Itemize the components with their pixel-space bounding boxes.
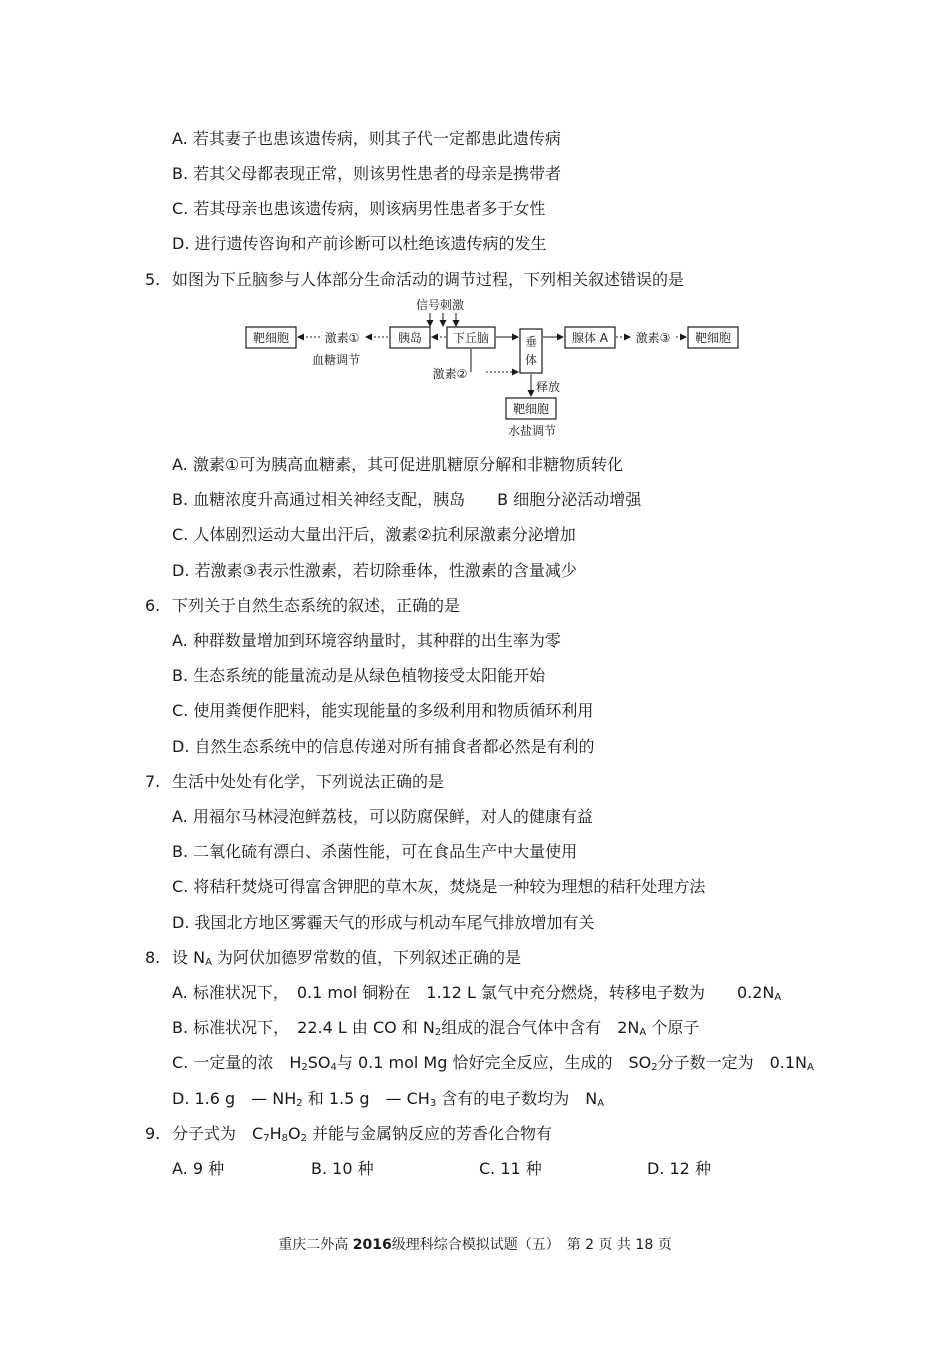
q8-option-a xyxy=(172,983,781,1008)
q9-option-c: C. 11 种 xyxy=(479,1159,542,1178)
q9-option-b: B. 10 种 xyxy=(311,1159,374,1178)
hormone1-label: 激素① xyxy=(324,331,360,345)
q5-option-c: C. 人体剧烈运动大量出汗后，激素②抗利尿激素分泌增加 xyxy=(172,525,576,544)
q8-b-text3: 个原子 xyxy=(646,1018,700,1037)
q8-c-s1: 2 xyxy=(301,1062,308,1073)
q5-option-a: A. 激素①可为胰高血糖素，其可促进肌糖原分解和非糖物质转化 xyxy=(172,455,624,474)
q8-b-text1: B. 标准状况下， 22.4 L 由 CO 和 N xyxy=(172,1018,435,1037)
q5-option-d: D. 若激素③表示性激素，若切除垂体，性激素的含量减少 xyxy=(172,561,577,580)
footer-year: 2016 xyxy=(352,1237,392,1253)
q5-option-b: B. 血糖浓度升高通过相关神经支配，胰岛 B 细胞分泌活动增强 xyxy=(172,490,642,509)
target-cell-right: 靶细胞 xyxy=(694,331,732,345)
gland-a-label: 腺体 A xyxy=(571,331,609,345)
q8-b-sub2: A xyxy=(639,1027,647,1038)
q8-stem-b: 为阿伏加德罗常数的值，下列叙述正确的是 xyxy=(211,948,521,967)
q6-number: 6. xyxy=(145,596,161,615)
hormone3-label: 激素③ xyxy=(635,331,671,345)
q4-option-c: C. 若其母亲也患该遗传病，则该病男性患者多于女性 xyxy=(172,199,546,218)
hormone2-label: 激素② xyxy=(432,367,468,381)
q9-option-d: D. 12 种 xyxy=(647,1159,711,1178)
footer-page-number: 第 2 页 共 18 页 xyxy=(552,1237,672,1253)
hypothalamus-regulation-diagram xyxy=(240,292,740,440)
target-cell-bottom: 靶细胞 xyxy=(512,402,550,416)
q8-c-s2: 4 xyxy=(330,1062,337,1073)
q8-b-sub1: 2 xyxy=(434,1027,442,1038)
q8-d-s2: 3 xyxy=(429,1098,437,1109)
q8-a-sub: A xyxy=(774,992,782,1003)
q6-option-c: C. 使用粪便作肥料，能实现能量的多级利用和物质循环利用 xyxy=(172,701,594,720)
release-label: 释放 xyxy=(535,380,561,394)
q8-d-s3: A xyxy=(597,1098,605,1109)
q9-number: 9. xyxy=(145,1124,161,1143)
q7-stem: 生活中处处有化学，下列说法正确的是 xyxy=(172,772,445,791)
q8-c-s3: 2 xyxy=(651,1062,658,1073)
q8-d-s1: 2 xyxy=(296,1098,303,1109)
water-salt-label: 水盐调节 xyxy=(507,424,557,438)
q8-c-p3: 与 0.1 mol Mg 恰好完全反应，生成的 SO xyxy=(336,1053,652,1072)
pancreas-label: 胰岛 xyxy=(397,331,423,345)
q6-option-b: B. 生态系统的能量流动是从绿色植物接受太阳能开始 xyxy=(172,666,546,685)
q8-c-p1: C. 一定量的浓 H xyxy=(172,1053,302,1072)
q6-option-d: D. 自然生态系统中的信息传递对所有捕食者都必然是有利的 xyxy=(172,737,595,756)
q8-number: 8. xyxy=(145,948,161,967)
q6-option-a: A. 种群数量增加到环境容纳量时，其种群的出生率为零 xyxy=(172,631,561,650)
q8-d-p1: D. 1.6 g — NH xyxy=(172,1089,297,1108)
q7-number: 7. xyxy=(145,772,161,791)
footer-school: 重庆二外高 xyxy=(278,1237,353,1253)
q4-option-d: D. 进行遗传咨询和产前诊断可以杜绝该遗传病的发生 xyxy=(172,234,547,253)
blood-sugar-label: 血糖调节 xyxy=(311,353,361,367)
q9-p3: O xyxy=(287,1124,301,1143)
q8-stem xyxy=(172,948,521,973)
q8-stem-a: 设 N xyxy=(172,948,206,967)
signal-label: 信号刺激 xyxy=(415,298,465,312)
q5-stem: 如图为下丘脑参与人体部分生命活动的调节过程，下列相关叙述错误的是 xyxy=(172,270,685,289)
q9-stem xyxy=(172,1124,552,1149)
q9-p1: 分子式为 C xyxy=(172,1124,264,1143)
q9-s2: 8 xyxy=(281,1133,288,1144)
q8-d-p2: 和 1.5 g — CH xyxy=(302,1089,430,1108)
q4-option-a: A. 若其妻子也患该遗传病，则其子代一定都患此遗传病 xyxy=(172,129,561,148)
q8-option-d xyxy=(172,1089,604,1114)
pituitary-char-1: 垂 xyxy=(524,335,538,349)
q7-option-c: C. 将秸秆焚烧可得富含钾肥的草木灰，焚烧是一种较为理想的秸秆处理方法 xyxy=(172,877,706,896)
hypothalamus-label: 下丘脑 xyxy=(452,331,490,345)
q7-option-b: B. 二氧化硫有漂白、杀菌性能，可在食品生产中大量使用 xyxy=(172,842,578,861)
q8-option-c xyxy=(172,1053,814,1078)
q8-stem-sub: A xyxy=(205,957,212,968)
q8-c-p4: 分子数一定为 0.1N xyxy=(657,1053,808,1072)
footer-title: 级理科综合模拟试题（五） xyxy=(391,1237,553,1253)
q8-a-text: A. 标准状况下， 0.1 mol 铜粉在 1.12 L 氯气中充分燃烧，转移电子数为 0.2N xyxy=(172,983,775,1002)
q9-s3: 2 xyxy=(300,1133,307,1144)
q5-number: 5. xyxy=(145,270,161,289)
q9-s1: 7 xyxy=(263,1133,270,1144)
q6-stem: 下列关于自然生态系统的叙述，正确的是 xyxy=(172,596,461,615)
q7-option-d: D. 我国北方地区雾霾天气的形成与机动车尾气排放增加有关 xyxy=(172,913,595,932)
q8-d-p3: 含有的电子数均为 N xyxy=(436,1089,598,1108)
q8-option-b xyxy=(172,1018,699,1043)
q7-option-a: A. 用福尔马林浸泡鲜荔枝，可以防腐保鲜，对人的健康有益 xyxy=(172,807,593,826)
q9-option-a: A. 9 种 xyxy=(172,1159,225,1178)
q4-option-b: B. 若其父母都表现正常，则该男性患者的母亲是携带者 xyxy=(172,164,562,183)
q9-p2: H xyxy=(269,1124,282,1143)
page-footer xyxy=(0,1236,950,1254)
q8-b-text2: 组成的混合气体中含有 2N xyxy=(441,1018,640,1037)
q8-c-p2: SO xyxy=(307,1053,331,1072)
pituitary-char-2: 体 xyxy=(524,353,538,367)
target-cell-left: 靶细胞 xyxy=(252,331,290,345)
q8-c-s4: A xyxy=(807,1062,814,1073)
q9-p4: 并能与金属钠反应的芳香化合物有 xyxy=(306,1124,553,1143)
